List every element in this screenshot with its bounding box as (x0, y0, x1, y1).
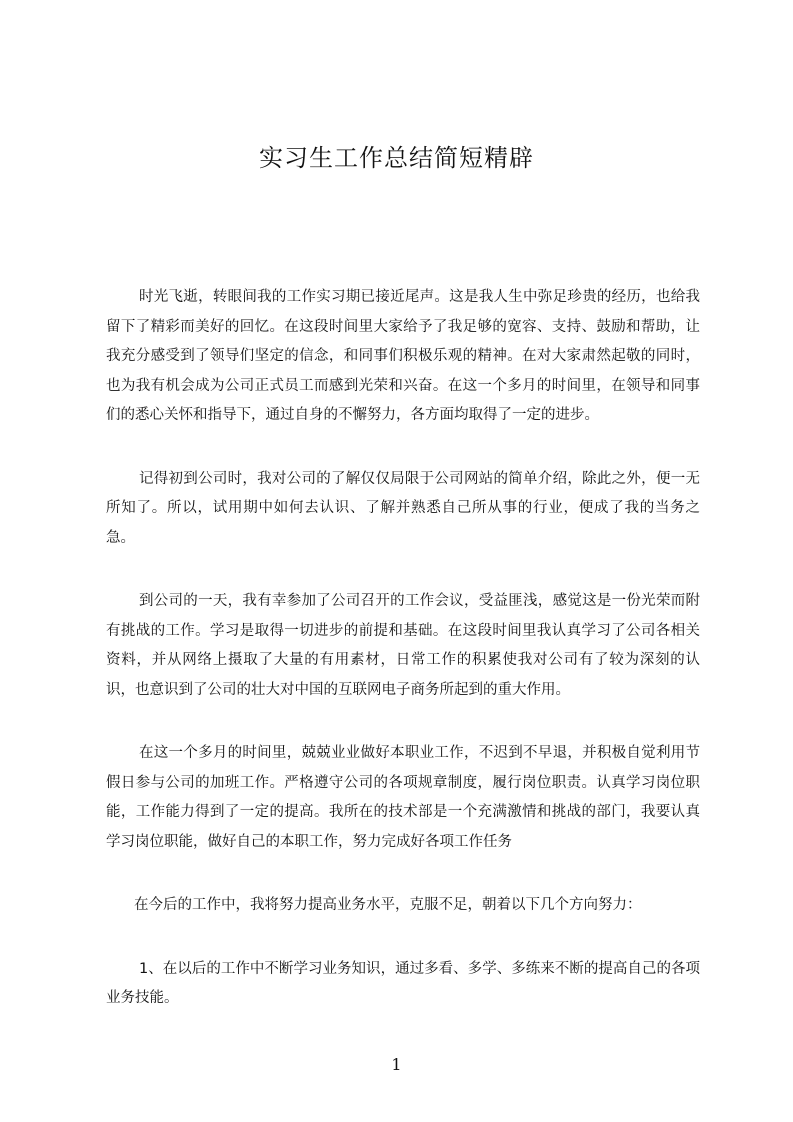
paragraph-future-plan: 在今后的工作中，我将努力提高业务水平，克服不足，朝着以下几个方向努力： (134, 897, 642, 913)
paragraph-first-day: 到公司的一天，我有幸参加了公司召开的工作会议，受益匪浅，感觉这是一份光荣而附有挑战的工作。学习是取得一切进步的前提和基础。在这段时间里我认真学习了公司各相关资料，并从网络上摄取了大量的有用素材，日常工作的积累使我对公司有了较为深刻的认识，也意识到了公司的壮大对中国的互联网电子商务所起到的重大作用。 (106, 593, 700, 698)
paragraph-item-1: 1、在以后的工作中不断学习业务知识，通过多看、多学、多练来不断的提高自己的各项业务技能。 (106, 960, 700, 1006)
page-number: 1 (391, 1055, 402, 1074)
document-title: 实习生工作总结简短精辟 (259, 144, 534, 172)
paragraph-first-arrival: 记得初到公司时，我对公司的了解仅仅局限于公司网站的简单介绍，除此之外，便一无所知了。所以，试用期中如何去认识、了解并熟悉自己所从事的行业，便成了我的当务之急。 (106, 470, 700, 546)
paragraph-intro: 时光飞逝，转眼间我的工作实习期已接近尾声。这是我人生中弥足珍贵的经历，也给我留下了精彩而美好的回忆。在这段时间里大家给予了我足够的宽容、支持、鼓励和帮助，让我充分感受到了领导们坚定的信念，和同事们积极乐观的精神。在对大家肃然起敬的同时，也为我有机会成为公司正式员工而感到光荣和兴奋。在这一个多月的时间里，在领导和同事们的悉心关怀和指导下，通过自身的不懈努力，各方面均取得了一定的进步。 (106, 289, 700, 423)
paragraph-month-work: 在这一个多月的时间里，兢兢业业做好本职业工作，不迟到不早退，并积极自觉利用节假日参与公司的加班工作。严格遵守公司的各项规章制度，履行岗位职责。认真学习岗位职能，工作能力得到了一定的提高。我所在的技术部是一个充满激情和挑战的部门，我要认真学习岗位职能，做好自己的本职工作，努力完成好各项工作任务 (106, 745, 700, 850)
document-body (106, 283, 700, 1048)
